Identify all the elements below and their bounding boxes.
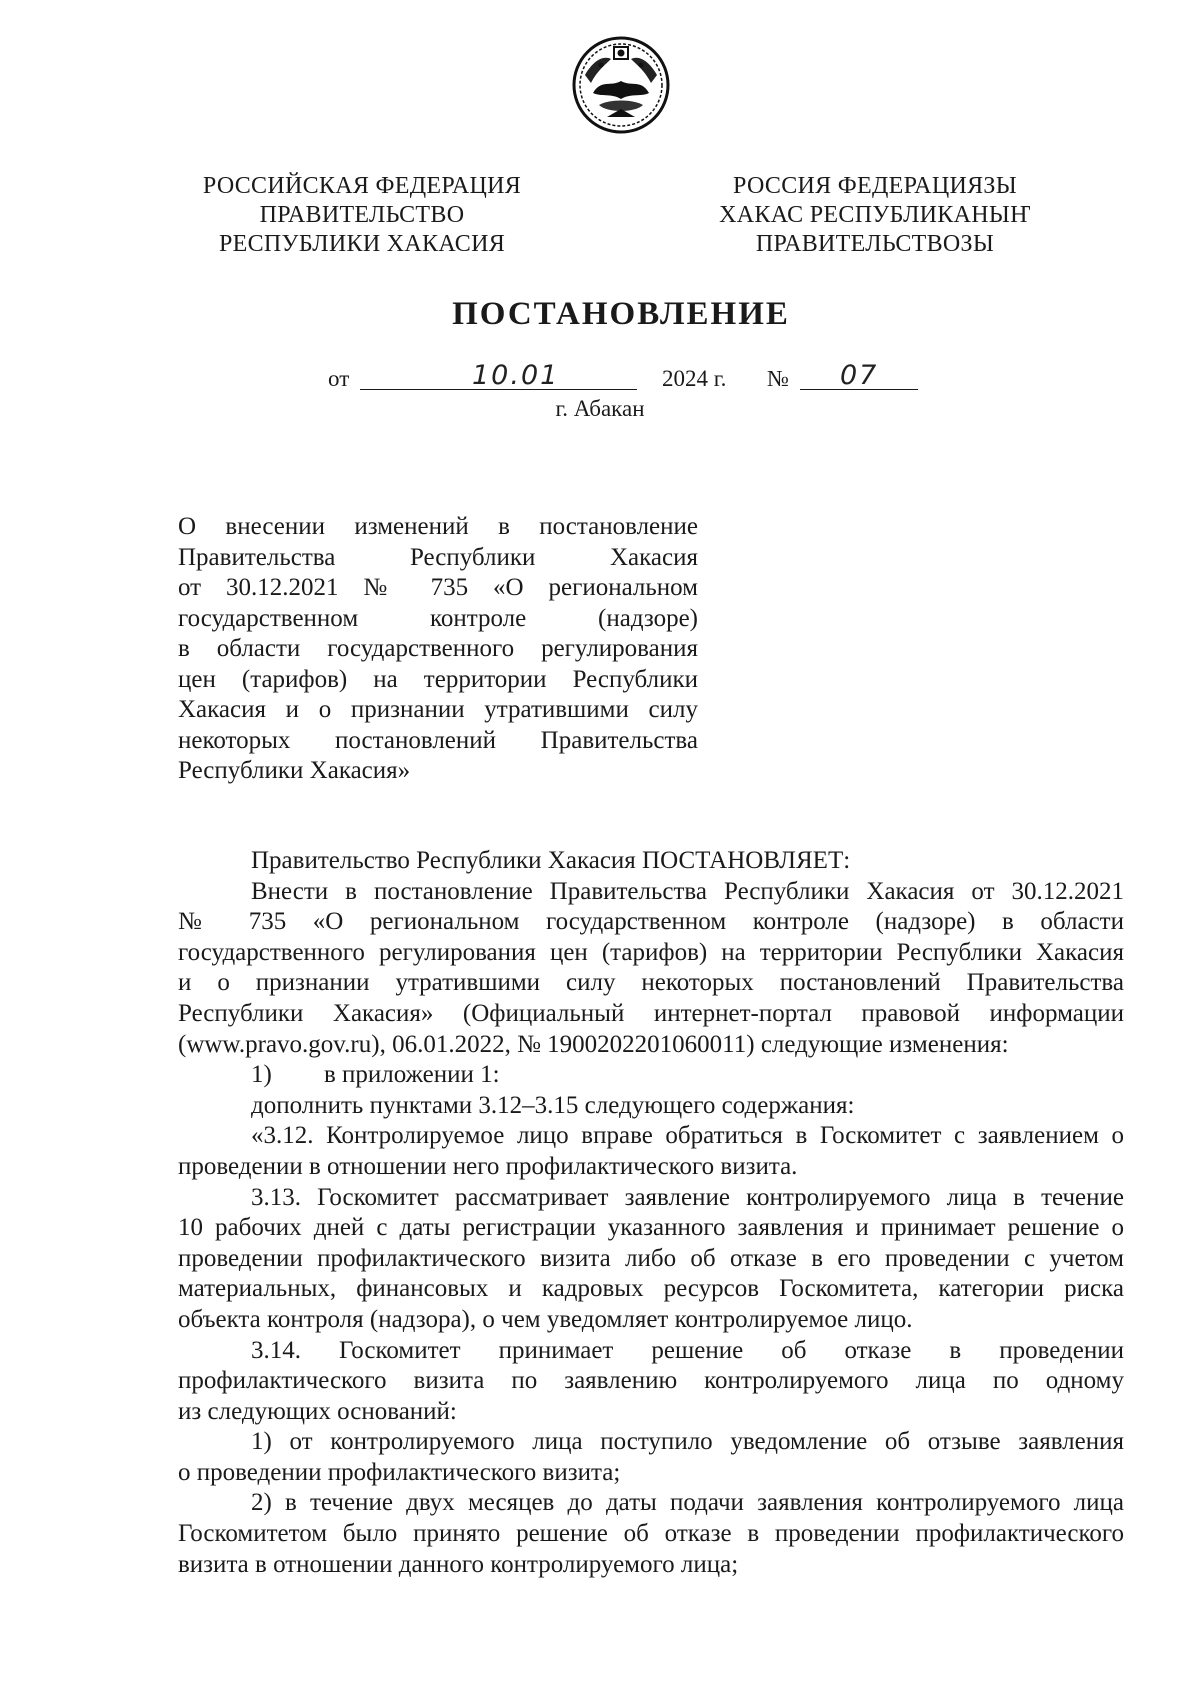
subject-line: государственном контроле (надзоре) bbox=[178, 604, 698, 632]
subject-line: О внесении изменений в постановление bbox=[178, 513, 698, 540]
year-text: 2024 г. bbox=[662, 366, 727, 391]
document-body bbox=[178, 846, 1124, 1580]
subject-line: Республики Хакасия» bbox=[178, 757, 411, 784]
body-line: Правительство Республики Хакасия ПОСТАНОВЛЯЕТ: bbox=[251, 847, 851, 874]
body-line: «3.12. Контролируемое лицо вправе обратиться в Госкомитет с заявлением о bbox=[251, 1122, 1124, 1150]
header-left-line: РЕСПУБЛИКИ ХАКАСИЯ bbox=[218, 231, 506, 257]
header-right-line: ХАКАС РЕСПУБЛИКАНЫҤ bbox=[719, 202, 1031, 228]
body-line: 2) в течение двух месяцев до даты подачи заявления контролируемого лица bbox=[251, 1489, 1124, 1517]
subject-line: от 30.12.2021 № 735 «О региональном bbox=[178, 574, 698, 601]
header-right-line: ПРАВИТЕЛЬСТВОЗЫ bbox=[755, 231, 995, 257]
body-line: 3.14. Госкомитет принимает решение об отказе в проведении bbox=[251, 1336, 1124, 1364]
body-line: 1) от контролируемого лица поступило уведомление об отзыве заявления bbox=[251, 1428, 1124, 1456]
body-line: проведении профилактического визита либо об отказе в его проведении с учетом bbox=[178, 1244, 1124, 1272]
subject-line: некоторых постановлений Правительства bbox=[178, 726, 698, 754]
subject-block bbox=[178, 512, 698, 787]
body-line: профилактического визита по заявлению контролируемого лица по одному bbox=[178, 1367, 1124, 1395]
handwritten-date: 10.01 bbox=[472, 360, 560, 391]
body-line: проведении в отношении него профилактического визита. bbox=[178, 1152, 798, 1180]
list-marker: 1) bbox=[251, 1061, 272, 1089]
subject-line: цен (тарифов) на территории Республики bbox=[178, 665, 698, 693]
list-item bbox=[178, 1060, 1124, 1091]
body-line: (www.pravo.gov.ru), 06.01.2022, № 1900202201060011) следующие изменения: bbox=[178, 1030, 1009, 1058]
header-right-line: РОССИЯ ФЕДЕРАЦИЯЗЫ bbox=[733, 173, 1017, 199]
number-label: № bbox=[767, 366, 789, 391]
subject-line: Правительства Республики Хакасия bbox=[178, 543, 698, 571]
from-label: от bbox=[328, 366, 350, 391]
body-line: дополнить пунктами 3.12–3.15 следующего содержания: bbox=[251, 1091, 855, 1119]
document-title: ПОСТАНОВЛЕНИЕ bbox=[452, 296, 790, 332]
body-line: 10 рабочих дней с даты регистрации указанного заявления и принимает решение о bbox=[178, 1214, 1124, 1242]
handwritten-number: 07 bbox=[840, 360, 879, 391]
emblem-icon bbox=[571, 35, 671, 135]
header-left bbox=[152, 172, 572, 259]
header-left-line: РОССИЙСКАЯ ФЕДЕРАЦИЯ bbox=[202, 173, 522, 199]
body-line: Республики Хакасия» (Официальный интернет-портал правовой информации bbox=[178, 999, 1124, 1027]
body-line: Внести в постановление Правительства Республики Хакасия от 30.12.2021 bbox=[251, 877, 1124, 905]
body-line: 3.13. Госкомитет рассматривает заявление контролируемого лица в течение bbox=[251, 1183, 1124, 1211]
subject-line: Хакасия и о признании утратившими силу bbox=[178, 696, 698, 723]
body-line: из следующих оснований: bbox=[178, 1397, 457, 1425]
city: г. Абакан bbox=[555, 396, 645, 421]
body-line: государственного регулирования цен (тарифов) на территории Республики Хакасия bbox=[178, 938, 1124, 966]
list-item-text: в приложении 1: bbox=[324, 1061, 500, 1089]
body-line: и о признании утратившими силу некоторых постановлений Правительства bbox=[178, 969, 1124, 997]
header-right bbox=[665, 172, 1085, 259]
header-left-line: ПРАВИТЕЛЬСТВО bbox=[259, 202, 465, 228]
body-line: визита в отношении данного контролируемого лица; bbox=[178, 1550, 739, 1578]
subject-line: в области государственного регулирования bbox=[178, 635, 698, 662]
body-line: объекта контроля (надзора), о чем уведомляет контролируемое лицо. bbox=[178, 1305, 913, 1333]
body-line: Госкомитетом было принято решение об отказе в проведении профилактического bbox=[178, 1520, 1124, 1548]
body-line: материальных, финансовых и кадровых ресурсов Госкомитета, категории риска bbox=[178, 1275, 1124, 1303]
body-line: о проведении профилактического визита; bbox=[178, 1458, 621, 1486]
body-line: № 735 «О региональном государственном контроле (надзоре) в области bbox=[178, 908, 1124, 936]
